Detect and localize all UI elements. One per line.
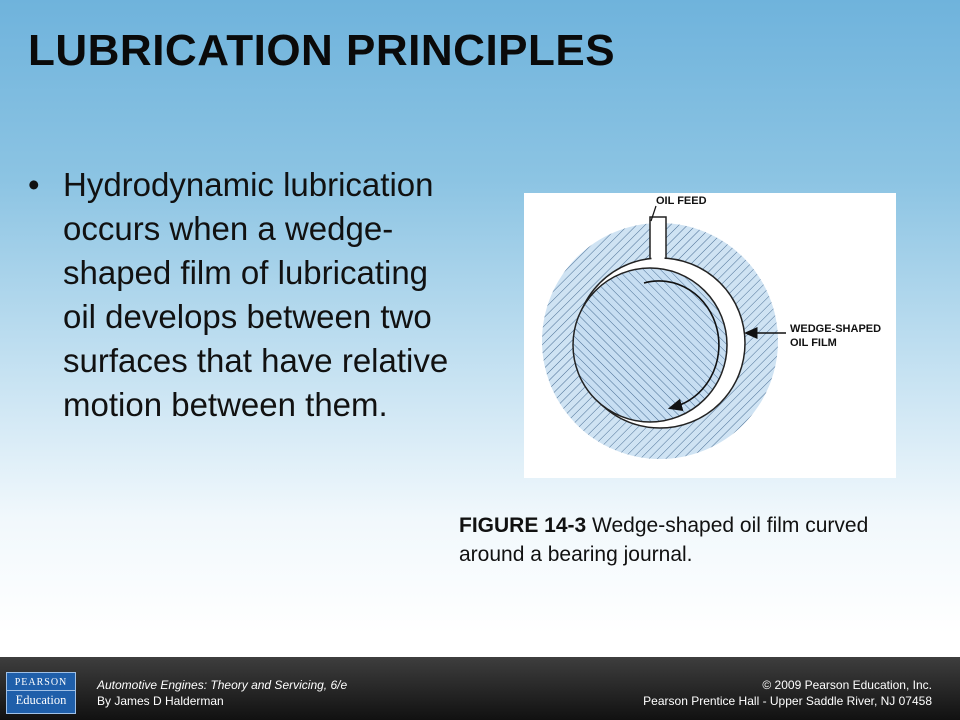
book-author: By James D Halderman — [97, 694, 224, 708]
bullet-text: Hydrodynamic lubrication occurs when a wedge-shaped film of lubricating oil develops between two surfaces that have relative motion between them. — [63, 166, 449, 423]
oil-feed-label: OIL FEED — [656, 195, 707, 207]
bearing-figure — [524, 193, 896, 478]
logo-line2: Education — [15, 693, 67, 707]
bullet-icon: • — [28, 166, 40, 203]
book-title: Automotive Engines: Theory and Servicing, 6/e — [97, 678, 348, 692]
book-info — [97, 677, 347, 709]
figure-caption — [459, 511, 919, 569]
wedge-film-label-2: OIL FILM — [790, 337, 837, 349]
figure-number: FIGURE 14-3 — [459, 514, 587, 537]
wedge-film-label-1: WEDGE-SHAPED — [790, 323, 882, 335]
footer-bar — [0, 657, 960, 720]
logo-line1: PEARSON — [7, 677, 75, 691]
pearson-logo — [6, 672, 76, 714]
bearing-diagram — [524, 193, 896, 478]
publisher-info — [643, 677, 932, 709]
publisher-text: Pearson Prentice Hall - Upper Saddle River, NJ 07458 — [643, 694, 932, 708]
slide-title: LUBRICATION PRINCIPLES — [28, 26, 616, 75]
figure-caption-text: Wedge-shaped oil film curved around a bearing journal. — [459, 514, 869, 566]
bearing-journal — [573, 268, 727, 422]
copyright-text: © 2009 Pearson Education, Inc. — [762, 678, 932, 692]
